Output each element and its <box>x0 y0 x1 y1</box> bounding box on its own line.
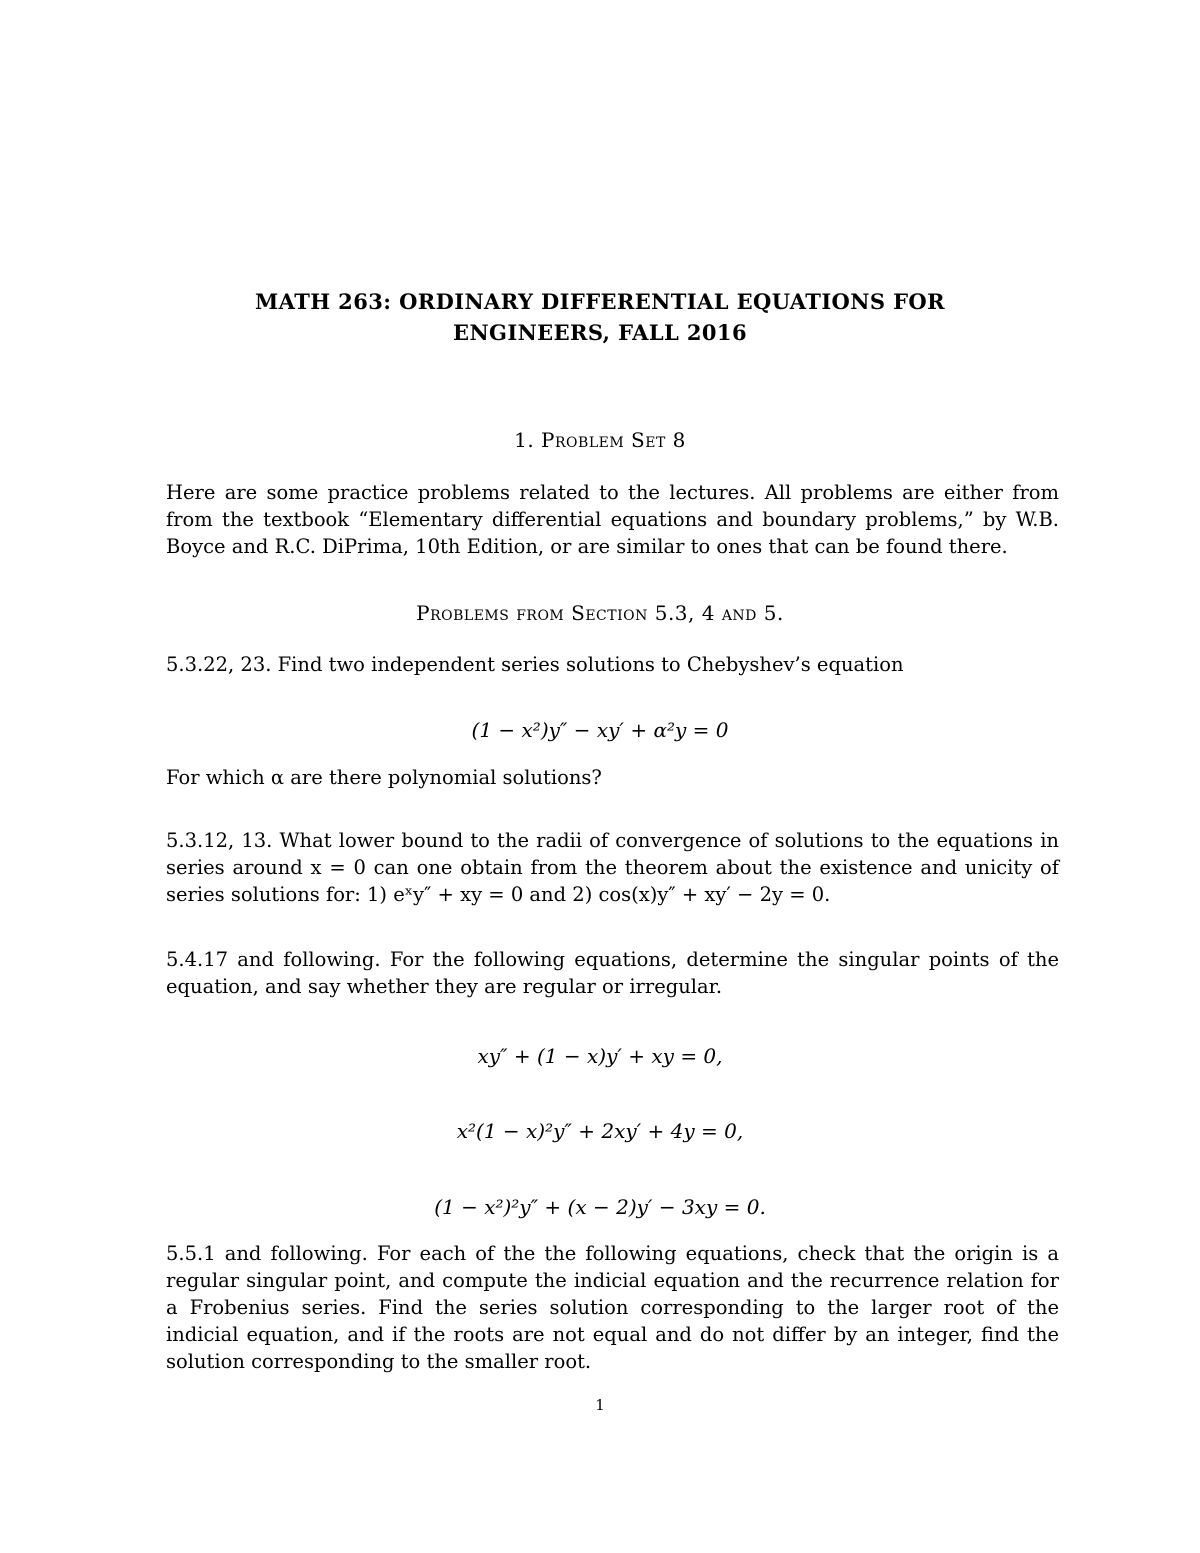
singular-equation-1: xy″ + (1 − x)y′ + xy = 0, <box>477 1044 723 1068</box>
problem-2-label: 5.3.12, 13. <box>166 829 273 852</box>
problem-3-label: 5.4.17 and following. <box>166 948 381 971</box>
title-line-2: ENGINEERS, FALL 2016 <box>453 320 747 345</box>
problem-4-text: For each of the the following equations, check that the origin is a regular singular point, and compute the indicial equation and the recurrence relation for a Frobenius series. Find the series solution corresponding to the larger root of the indicial equation, and if the roots are not equal and do not differ by an integer, find the solution corresponding to the smaller root. <box>166 1242 1059 1373</box>
title-line-1: MATH 263: ORDINARY DIFFERENTIAL EQUATIONS FOR <box>255 289 945 314</box>
problem-3 <box>166 946 1059 1000</box>
chebyshev-equation: (1 − x²)y″ − xy′ + α²y = 0 <box>471 718 729 742</box>
problem-1-followup: For which α are there polynomial solutions? <box>166 766 602 789</box>
problem-1-label: 5.3.22, 23. <box>166 653 272 676</box>
problem-3-text: For the following equations, determine the singular points of the equation, and say whether they are regular or irregular. <box>166 948 1060 998</box>
section-heading-problem-set: 1. Problem Set 8 <box>514 428 686 452</box>
page-number: 1 <box>595 1396 605 1414</box>
section-heading-problems: Problems from Section 5.3, 4 and 5. <box>416 601 784 625</box>
document-title <box>140 286 1060 348</box>
singular-equation-2: x²(1 − x)²y″ + 2xy′ + 4y = 0, <box>456 1119 744 1143</box>
problem-1-text: Find two independent series solutions to Chebyshev’s equation <box>277 653 904 676</box>
intro-paragraph: Here are some practice problems related to the lectures. All problems are either from from the textbook “Elementary differential equations and boundary problems,” by W.B. Boyce and R.C. DiPrima, 10th Edition, or are similar to ones that can be found there. <box>166 481 1059 558</box>
problem-2-text: What lower bound to the radii of convergence of solutions to the equations in series around x = 0 can one obtain from the theorem about the existence and unicity of series solutions for: 1) eˣy″ + xy = 0 and 2) cos(x)y″ + xy′ − 2y = 0. <box>166 829 1059 906</box>
problem-4 <box>166 1240 1059 1375</box>
problem-4-label: 5.5.1 and following. <box>166 1242 368 1265</box>
problem-1 <box>166 651 1059 678</box>
problem-2 <box>166 827 1059 908</box>
singular-equation-3: (1 − x²)²y″ + (x − 2)y′ − 3xy = 0. <box>434 1195 766 1219</box>
